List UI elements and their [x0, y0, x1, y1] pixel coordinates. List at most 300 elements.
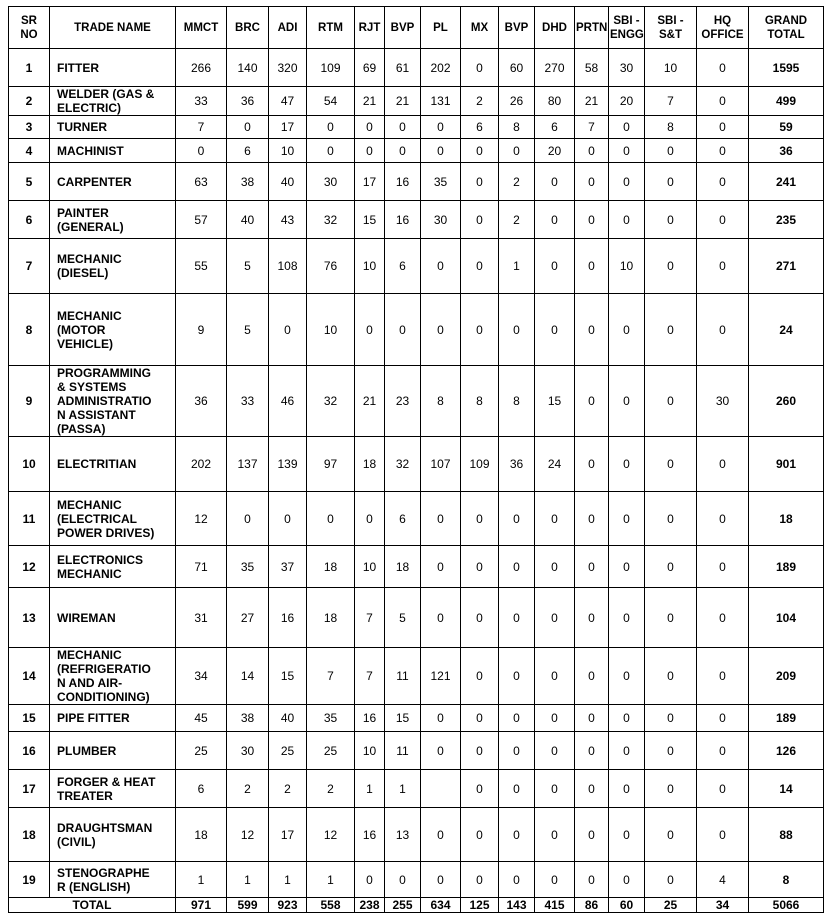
grand-total-cell: 499	[749, 87, 824, 116]
value-cell: 11	[385, 648, 421, 705]
value-cell: 17	[269, 116, 307, 139]
sr-no-cell: 11	[9, 492, 50, 546]
sr-no-cell: 9	[9, 366, 50, 437]
value-cell: 0	[269, 492, 307, 546]
value-cell: 6	[227, 139, 269, 163]
header-trade-name: TRADE NAME	[50, 7, 176, 49]
header-col-0: MMCT	[176, 7, 227, 49]
value-cell: 35	[421, 163, 461, 201]
table-row	[9, 808, 824, 862]
value-cell: 270	[535, 49, 575, 87]
value-cell: 0	[645, 862, 697, 898]
table-row	[9, 294, 824, 366]
trade-name-cell: ELECTRONICS MECHANIC	[50, 546, 176, 588]
grand-total-cell: 59	[749, 116, 824, 139]
value-cell: 30	[421, 201, 461, 239]
value-cell: 0	[461, 705, 499, 732]
value-cell: 7	[307, 648, 355, 705]
value-cell: 0	[355, 294, 385, 366]
header-col-2: ADI	[269, 7, 307, 49]
value-cell: 0	[461, 862, 499, 898]
value-cell: 12	[176, 492, 227, 546]
value-cell: 0	[461, 139, 499, 163]
value-cell: 17	[269, 808, 307, 862]
value-cell: 0	[499, 294, 535, 366]
value-cell: 0	[645, 732, 697, 770]
value-cell: 0	[609, 546, 645, 588]
sr-no-cell: 8	[9, 294, 50, 366]
value-cell: 0	[697, 49, 749, 87]
value-cell: 0	[421, 862, 461, 898]
value-cell: 140	[227, 49, 269, 87]
value-cell: 0	[697, 116, 749, 139]
value-cell: 4	[697, 862, 749, 898]
value-cell: 38	[227, 705, 269, 732]
value-cell: 0	[269, 294, 307, 366]
value-cell: 266	[176, 49, 227, 87]
value-cell: 21	[355, 87, 385, 116]
value-cell: 1	[385, 770, 421, 808]
value-cell: 21	[575, 87, 609, 116]
value-cell: 34	[176, 648, 227, 705]
value-cell: 20	[609, 87, 645, 116]
value-cell: 0	[499, 492, 535, 546]
total-value-cell: 599	[227, 898, 269, 913]
value-cell: 0	[697, 546, 749, 588]
value-cell: 36	[176, 366, 227, 437]
value-cell: 0	[499, 808, 535, 862]
value-cell: 0	[421, 588, 461, 648]
value-cell: 1	[269, 862, 307, 898]
value-cell: 5	[227, 294, 269, 366]
value-cell: 0	[575, 862, 609, 898]
value-cell: 0	[307, 492, 355, 546]
value-cell: 320	[269, 49, 307, 87]
value-cell: 7	[176, 116, 227, 139]
total-value-cell: 971	[176, 898, 227, 913]
value-cell: 0	[645, 163, 697, 201]
value-cell: 0	[645, 201, 697, 239]
value-cell: 16	[269, 588, 307, 648]
value-cell: 0	[697, 139, 749, 163]
grand-total-cell: 126	[749, 732, 824, 770]
value-cell: 0	[307, 116, 355, 139]
value-cell: 21	[385, 87, 421, 116]
value-cell: 0	[535, 492, 575, 546]
table-row	[9, 732, 824, 770]
value-cell: 0	[609, 588, 645, 648]
total-value-cell: 255	[385, 898, 421, 913]
header-col-1: BRC	[227, 7, 269, 49]
value-cell: 38	[227, 163, 269, 201]
value-cell: 21	[355, 366, 385, 437]
value-cell: 0	[499, 588, 535, 648]
trade-name-cell: MECHANIC (REFRIGERATIO N AND AIR- CONDITIONING)	[50, 648, 176, 705]
value-cell: 0	[697, 808, 749, 862]
value-cell: 7	[645, 87, 697, 116]
header-col-10: PRTN	[575, 7, 609, 49]
value-cell: 55	[176, 239, 227, 294]
value-cell: 30	[307, 163, 355, 201]
value-cell: 2	[227, 770, 269, 808]
value-cell: 0	[575, 366, 609, 437]
value-cell: 32	[307, 366, 355, 437]
header-col-3: RTM	[307, 7, 355, 49]
value-cell: 0	[575, 294, 609, 366]
value-cell: 6	[385, 239, 421, 294]
value-cell: 10	[355, 239, 385, 294]
table-row	[9, 648, 824, 705]
header-col-11: SBI - ENGG	[609, 7, 645, 49]
value-cell: 5	[385, 588, 421, 648]
value-cell: 47	[269, 87, 307, 116]
value-cell: 0	[645, 492, 697, 546]
trade-name-cell: ELECTRITIAN	[50, 437, 176, 492]
value-cell: 33	[176, 87, 227, 116]
value-cell: 1	[307, 862, 355, 898]
value-cell: 18	[385, 546, 421, 588]
grand-total-cell: 241	[749, 163, 824, 201]
grand-total-cell: 901	[749, 437, 824, 492]
value-cell: 121	[421, 648, 461, 705]
value-cell: 0	[421, 732, 461, 770]
grand-total-cell: 189	[749, 546, 824, 588]
value-cell: 0	[609, 366, 645, 437]
grand-total-cell: 189	[749, 705, 824, 732]
value-cell: 9	[176, 294, 227, 366]
value-cell: 0	[227, 116, 269, 139]
grand-total-sum: 5066	[749, 898, 824, 913]
value-cell: 0	[575, 648, 609, 705]
value-cell: 27	[227, 588, 269, 648]
trade-name-cell: STENOGRAPHE R (ENGLISH)	[50, 862, 176, 898]
value-cell: 0	[535, 239, 575, 294]
value-cell: 23	[385, 366, 421, 437]
value-cell: 10	[355, 546, 385, 588]
value-cell: 0	[461, 294, 499, 366]
value-cell: 6	[385, 492, 421, 546]
value-cell: 0	[609, 139, 645, 163]
value-cell: 18	[307, 588, 355, 648]
value-cell: 40	[269, 705, 307, 732]
table-row	[9, 139, 824, 163]
value-cell: 5	[227, 239, 269, 294]
value-cell: 0	[609, 770, 645, 808]
grand-total-cell: 260	[749, 366, 824, 437]
value-cell: 0	[609, 294, 645, 366]
value-cell: 0	[575, 163, 609, 201]
value-cell: 0	[421, 546, 461, 588]
value-cell: 0	[697, 732, 749, 770]
total-value-cell: 25	[645, 898, 697, 913]
value-cell: 8	[499, 366, 535, 437]
value-cell: 0	[645, 770, 697, 808]
trade-name-cell: MECHANIC (ELECTRICAL POWER DRIVES)	[50, 492, 176, 546]
sr-no-cell: 12	[9, 546, 50, 588]
value-cell: 35	[307, 705, 355, 732]
value-cell: 32	[307, 201, 355, 239]
value-cell: 0	[575, 732, 609, 770]
value-cell: 108	[269, 239, 307, 294]
value-cell: 0	[575, 201, 609, 239]
value-cell: 8	[645, 116, 697, 139]
value-cell: 0	[535, 163, 575, 201]
value-cell: 0	[499, 705, 535, 732]
value-cell: 16	[385, 163, 421, 201]
value-cell: 0	[609, 732, 645, 770]
value-cell: 0	[461, 732, 499, 770]
value-cell: 30	[697, 366, 749, 437]
value-cell: 37	[269, 546, 307, 588]
header-row	[9, 7, 824, 49]
table-body	[9, 49, 824, 913]
value-cell: 7	[355, 648, 385, 705]
sr-no-cell: 18	[9, 808, 50, 862]
value-cell: 0	[355, 116, 385, 139]
grand-total-cell: 235	[749, 201, 824, 239]
trade-name-cell: DRAUGHTSMAN (CIVIL)	[50, 808, 176, 862]
value-cell: 8	[421, 366, 461, 437]
value-cell: 30	[227, 732, 269, 770]
table-row	[9, 116, 824, 139]
value-cell: 10	[355, 732, 385, 770]
table-row	[9, 366, 824, 437]
value-cell: 0	[645, 808, 697, 862]
value-cell: 40	[227, 201, 269, 239]
value-cell: 0	[499, 648, 535, 705]
grand-total-cell: 88	[749, 808, 824, 862]
grand-total-cell: 1595	[749, 49, 824, 87]
value-cell: 25	[176, 732, 227, 770]
value-cell: 107	[421, 437, 461, 492]
value-cell: 46	[269, 366, 307, 437]
sr-no-cell: 15	[9, 705, 50, 732]
trade-name-cell: MECHANIC (MOTOR VEHICLE)	[50, 294, 176, 366]
header-col-5: BVP	[385, 7, 421, 49]
trade-name-cell: CARPENTER	[50, 163, 176, 201]
value-cell: 0	[575, 139, 609, 163]
value-cell: 0	[535, 705, 575, 732]
value-cell: 0	[645, 239, 697, 294]
trade-name-cell: PIPE FITTER	[50, 705, 176, 732]
sr-no-cell: 13	[9, 588, 50, 648]
table-row	[9, 437, 824, 492]
table-row	[9, 705, 824, 732]
value-cell: 0	[697, 201, 749, 239]
header-col-7: MX	[461, 7, 499, 49]
value-cell: 0	[697, 492, 749, 546]
value-cell: 10	[645, 49, 697, 87]
value-cell: 0	[697, 87, 749, 116]
value-cell: 20	[535, 139, 575, 163]
value-cell: 97	[307, 437, 355, 492]
value-cell: 18	[307, 546, 355, 588]
value-cell: 1	[176, 862, 227, 898]
value-cell: 0	[421, 705, 461, 732]
value-cell: 0	[645, 588, 697, 648]
value-cell: 0	[575, 437, 609, 492]
value-cell: 54	[307, 87, 355, 116]
value-cell: 14	[227, 648, 269, 705]
value-cell: 0	[645, 546, 697, 588]
trade-name-cell: PAINTER (GENERAL)	[50, 201, 176, 239]
grand-total-cell: 8	[749, 862, 824, 898]
value-cell: 0	[697, 770, 749, 808]
value-cell: 0	[461, 648, 499, 705]
value-cell: 43	[269, 201, 307, 239]
value-cell: 0	[697, 239, 749, 294]
trade-name-cell: TURNER	[50, 116, 176, 139]
value-cell: 45	[176, 705, 227, 732]
value-cell: 0	[645, 705, 697, 732]
value-cell: 0	[461, 588, 499, 648]
value-cell: 0	[461, 492, 499, 546]
value-cell: 25	[307, 732, 355, 770]
table-row	[9, 87, 824, 116]
value-cell: 2	[461, 87, 499, 116]
trade-name-cell: WELDER (GAS & ELECTRIC)	[50, 87, 176, 116]
value-cell: 0	[535, 546, 575, 588]
value-cell: 0	[609, 648, 645, 705]
value-cell: 16	[355, 808, 385, 862]
value-cell: 57	[176, 201, 227, 239]
trade-name-cell: WIREMAN	[50, 588, 176, 648]
sr-no-cell: 14	[9, 648, 50, 705]
sr-no-cell: 17	[9, 770, 50, 808]
value-cell: 0	[609, 163, 645, 201]
value-cell: 0	[385, 862, 421, 898]
value-cell: 0	[575, 808, 609, 862]
value-cell: 0	[535, 770, 575, 808]
value-cell: 0	[645, 648, 697, 705]
value-cell: 24	[535, 437, 575, 492]
value-cell: 0	[609, 705, 645, 732]
table-row	[9, 49, 824, 87]
value-cell: 0	[645, 294, 697, 366]
sr-no-cell: 6	[9, 201, 50, 239]
value-cell: 0	[499, 546, 535, 588]
value-cell: 0	[535, 808, 575, 862]
trade-name-cell: MECHANIC (DIESEL)	[50, 239, 176, 294]
trade-name-cell: FORGER & HEAT TREATER	[50, 770, 176, 808]
total-value-cell: 238	[355, 898, 385, 913]
value-cell: 0	[461, 770, 499, 808]
value-cell: 0	[499, 732, 535, 770]
sr-no-cell: 3	[9, 116, 50, 139]
value-cell: 25	[269, 732, 307, 770]
grand-total-cell: 209	[749, 648, 824, 705]
grand-total-cell: 104	[749, 588, 824, 648]
value-cell: 0	[461, 49, 499, 87]
value-cell: 15	[355, 201, 385, 239]
value-cell: 0	[499, 770, 535, 808]
value-cell: 0	[535, 648, 575, 705]
value-cell: 0	[575, 239, 609, 294]
value-cell: 0	[645, 366, 697, 437]
value-cell: 33	[227, 366, 269, 437]
value-cell: 0	[355, 139, 385, 163]
trade-name-cell: FITTER	[50, 49, 176, 87]
value-cell: 0	[461, 546, 499, 588]
total-label: TOTAL	[9, 898, 176, 913]
value-cell: 0	[535, 294, 575, 366]
value-cell: 63	[176, 163, 227, 201]
value-cell: 0	[461, 239, 499, 294]
grand-total-cell: 24	[749, 294, 824, 366]
total-value-cell: 60	[609, 898, 645, 913]
sr-no-cell: 4	[9, 139, 50, 163]
value-cell: 2	[499, 201, 535, 239]
value-cell: 0	[575, 588, 609, 648]
value-cell: 71	[176, 546, 227, 588]
value-cell: 58	[575, 49, 609, 87]
header-sr-no: SR NO	[9, 7, 50, 49]
total-value-cell: 34	[697, 898, 749, 913]
value-cell: 0	[355, 862, 385, 898]
trade-vacancy-table	[8, 6, 824, 913]
header-grand-total: GRAND TOTAL	[749, 7, 824, 49]
table-row	[9, 546, 824, 588]
grand-total-cell: 14	[749, 770, 824, 808]
value-cell: 1	[227, 862, 269, 898]
value-cell: 0	[461, 808, 499, 862]
value-cell: 0	[499, 862, 535, 898]
table-row	[9, 588, 824, 648]
value-cell: 131	[421, 87, 461, 116]
value-cell: 2	[269, 770, 307, 808]
value-cell: 109	[461, 437, 499, 492]
value-cell: 0	[421, 239, 461, 294]
value-cell: 0	[575, 546, 609, 588]
value-cell: 0	[421, 139, 461, 163]
value-cell: 1	[355, 770, 385, 808]
value-cell: 0	[176, 139, 227, 163]
value-cell: 7	[575, 116, 609, 139]
grand-total-cell: 18	[749, 492, 824, 546]
value-cell: 12	[227, 808, 269, 862]
value-cell: 69	[355, 49, 385, 87]
total-value-cell: 923	[269, 898, 307, 913]
header-col-4: RJT	[355, 7, 385, 49]
value-cell: 0	[697, 648, 749, 705]
value-cell: 15	[535, 366, 575, 437]
value-cell: 17	[355, 163, 385, 201]
value-cell: 0	[307, 139, 355, 163]
table-row	[9, 239, 824, 294]
trade-name-cell: PLUMBER	[50, 732, 176, 770]
value-cell: 0	[645, 139, 697, 163]
value-cell: 0	[575, 705, 609, 732]
table-row	[9, 201, 824, 239]
value-cell: 16	[385, 201, 421, 239]
value-cell: 0	[645, 437, 697, 492]
value-cell: 0	[385, 294, 421, 366]
value-cell: 0	[461, 201, 499, 239]
value-cell: 31	[176, 588, 227, 648]
value-cell: 0	[609, 862, 645, 898]
value-cell: 12	[307, 808, 355, 862]
total-value-cell: 558	[307, 898, 355, 913]
value-cell: 76	[307, 239, 355, 294]
header-col-12: SBI - S&T	[645, 7, 697, 49]
value-cell: 16	[355, 705, 385, 732]
value-cell: 6	[461, 116, 499, 139]
trade-name-cell: PROGRAMMING & SYSTEMS ADMINISTRATIO N ASSISTANT (PASSA)	[50, 366, 176, 437]
value-cell: 35	[227, 546, 269, 588]
value-cell: 0	[535, 588, 575, 648]
value-cell: 61	[385, 49, 421, 87]
value-cell: 202	[176, 437, 227, 492]
